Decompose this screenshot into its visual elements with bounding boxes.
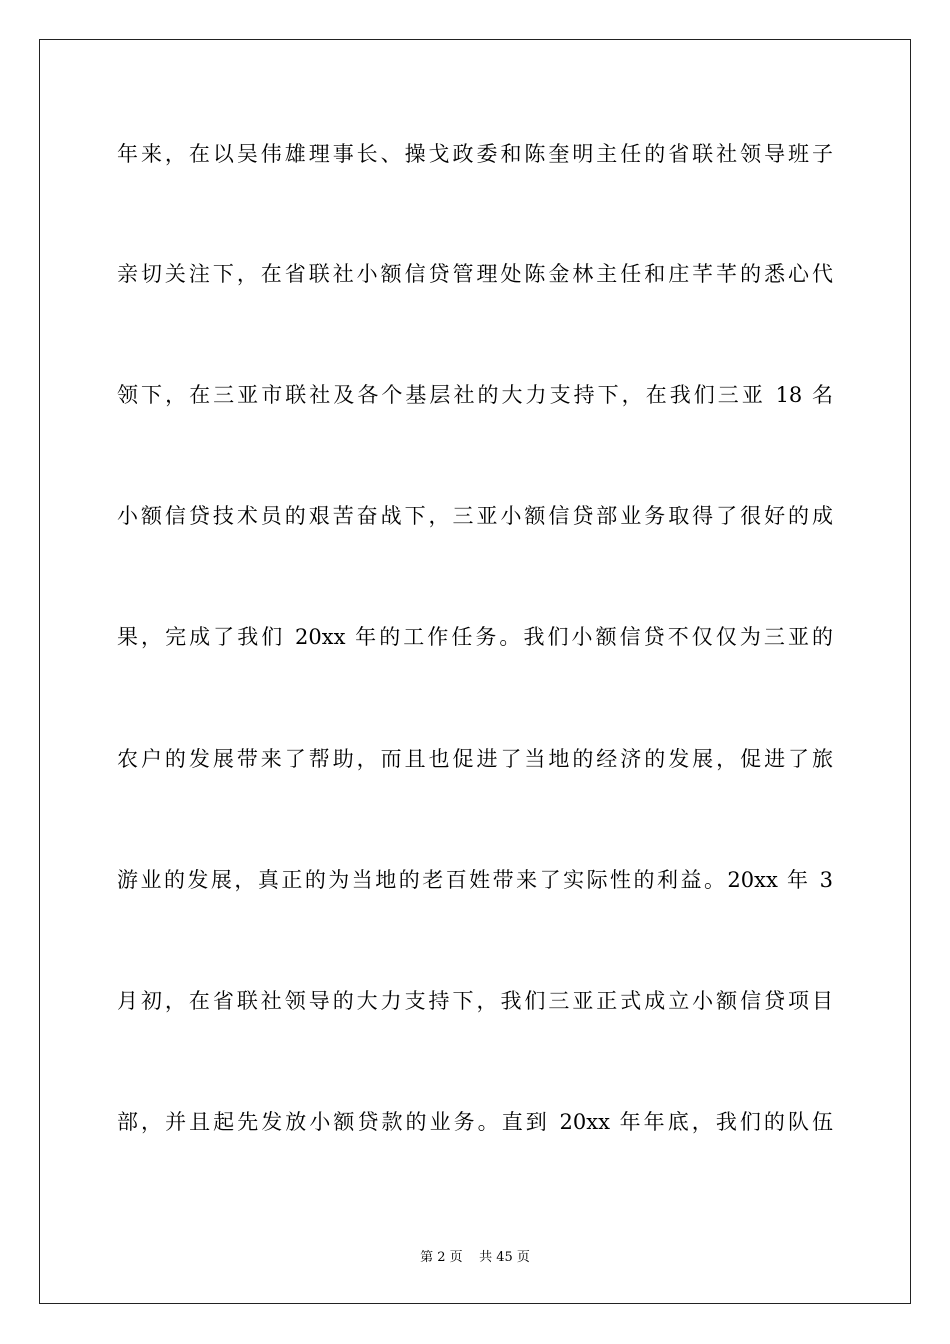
text-line: 亲切关注下，在省联社小额信贷管理处陈金林主任和庄芊芊的悉心代 xyxy=(117,262,833,286)
text-line: 部，并且起先发放小额贷款的业务。直到 20xx 年年底，我们的队伍 xyxy=(117,1110,833,1134)
text-line: 果，完成了我们 20xx 年的工作任务。我们小额信贷不仅仅为三亚的 xyxy=(117,625,833,649)
text-line: 游业的发展，真正的为当地的老百姓带来了实际性的利益。20xx 年 3 xyxy=(117,868,833,892)
text-line: 小额信贷技术员的艰苦奋战下，三亚小额信贷部业务取得了很好的成 xyxy=(117,504,833,528)
text-line: 年来，在以吴伟雄理事长、操戈政委和陈奎明主任的省联社领导班子 xyxy=(117,142,833,166)
text-line: 月初，在省联社领导的大力支持下，我们三亚正式成立小额信贷项目 xyxy=(117,989,833,1013)
text-line: 领下，在三亚市联社及各个基层社的大力支持下，在我们三亚 18 名 xyxy=(117,383,833,407)
text-line: 农户的发展带来了帮助，而且也促进了当地的经济的发展，促进了旅 xyxy=(117,747,833,771)
page-number-footer: 第 2 页 共 45 页 xyxy=(420,1250,530,1265)
